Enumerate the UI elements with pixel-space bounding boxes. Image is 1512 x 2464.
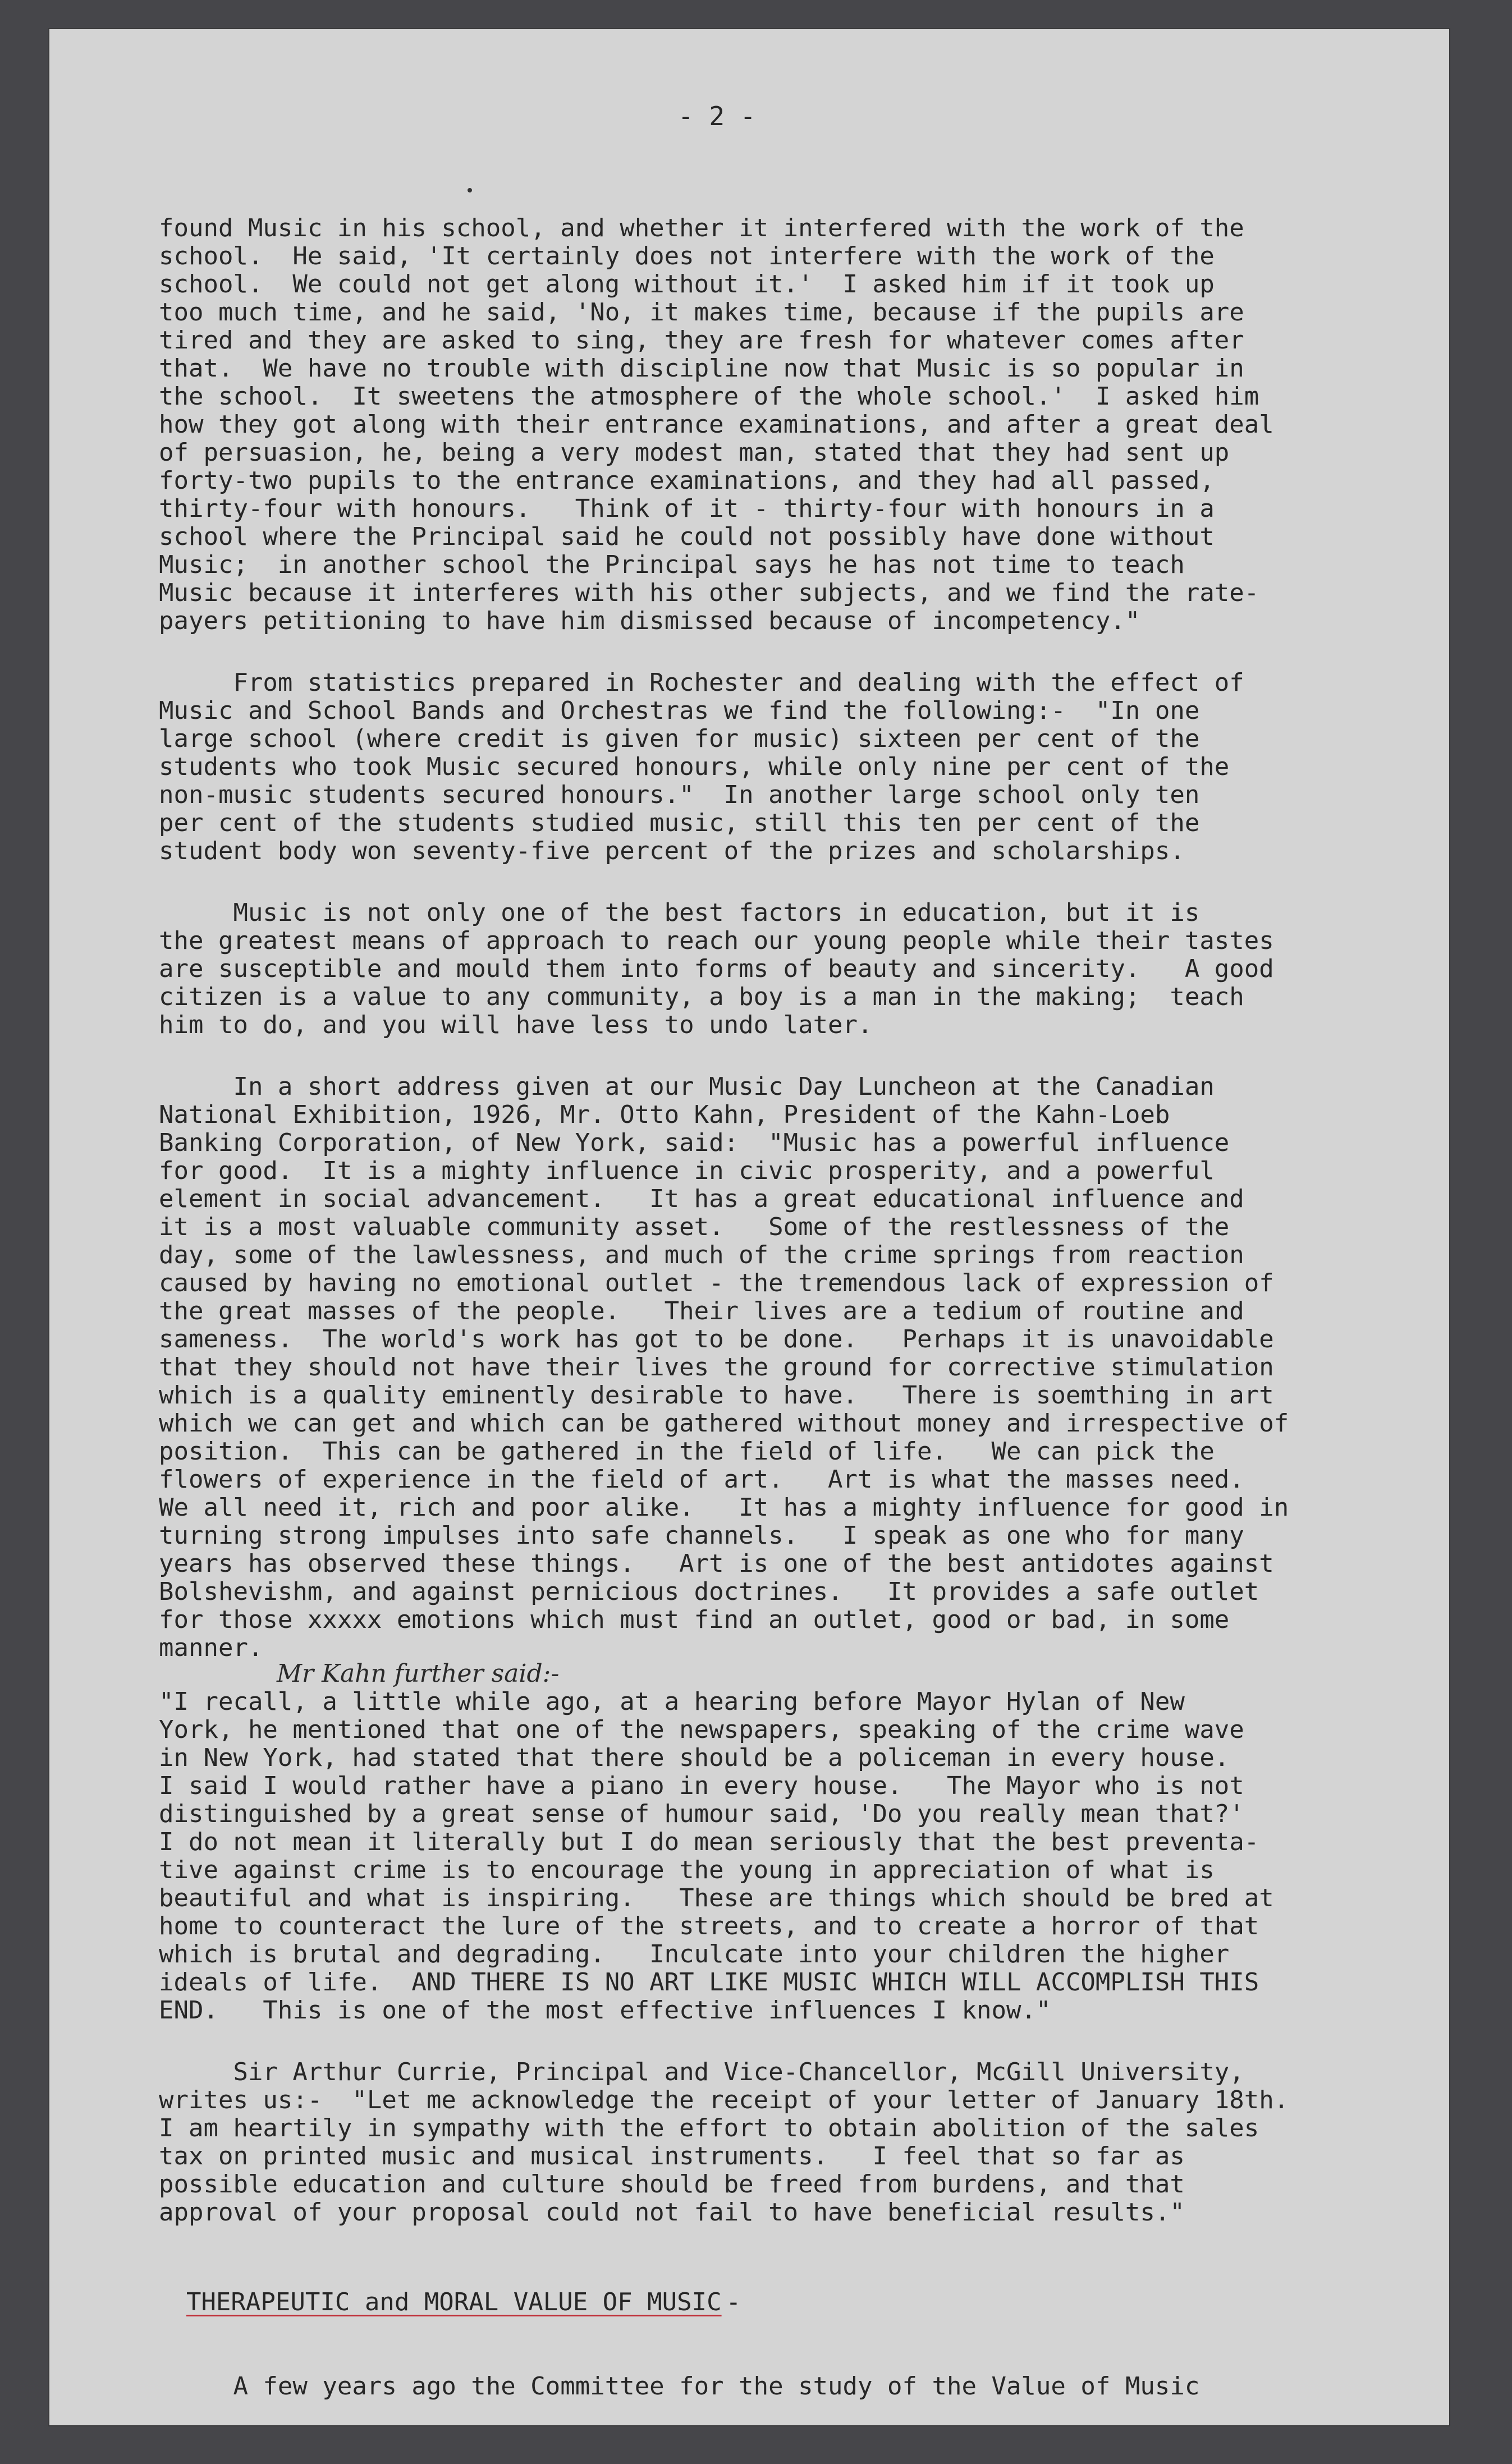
section-heading-dash: -	[726, 2288, 741, 2316]
text-line: forty-two pupils to the entrance examinations, and they had all passed,	[159, 466, 1215, 495]
text-line: Sir Arthur Currie, Principal and Vice-Chancellor, McGill University,	[159, 2058, 1244, 2086]
text-line: the greatest means of approach to reach our young people while their tastes	[159, 926, 1274, 955]
text-line: possible education and culture should be freed from burdens, and that	[159, 2170, 1185, 2199]
text-line: found Music in his school, and whether it interfered with the work of the	[159, 214, 1244, 242]
text-line: END. This is one of the most effective influences I know."	[159, 1996, 1051, 2025]
text-line: Music and School Bands and Orchestras we find the following:- "In one	[159, 696, 1200, 725]
text-line: York, he mentioned that one of the newspapers, speaking of the crime wave	[159, 1715, 1244, 1744]
text-line: In a short address given at our Music Day Luncheon at the Canadian	[159, 1072, 1215, 1101]
text-line: large school (where credit is given for music) sixteen per cent of the	[159, 724, 1200, 753]
text-line: citizen is a value to any community, a boy is a man in the making; teach	[159, 983, 1244, 1011]
text-line: that they should not have their lives the ground for corrective stimulation	[159, 1353, 1274, 1382]
text-line: position. This can be gathered in the field of life. We can pick the	[159, 1437, 1215, 1466]
text-line: distinguished by a great sense of humour said, 'Do you really mean that?'	[159, 1800, 1244, 1828]
text-line: it is a most valuable community asset. Some of the restlessness of the	[159, 1213, 1230, 1241]
text-line: which we can get and which can be gathered without money and irrespective of	[159, 1409, 1289, 1438]
text-line: Banking Corporation, of New York, said: "Music has a powerful influence	[159, 1128, 1230, 1157]
text-line: payers petitioning to have him dismissed because of incompetency."	[159, 607, 1140, 635]
paragraph-music-education	[159, 899, 1472, 1039]
text-line: day, some of the lawlessness, and much of the crime springs from reaction	[159, 1241, 1244, 1269]
text-line: home to counteract the lure of the streets, and to create a horror of that	[159, 1912, 1259, 1940]
text-line: tired and they are asked to sing, they are fresh for whatever comes after	[159, 326, 1244, 355]
text-line: for those xxxxx emotions which must find an outlet, good or bad, in some	[159, 1605, 1230, 1634]
paragraph-school-music	[159, 214, 1472, 635]
text-line: student body won seventy-five percent of the prizes and scholarships.	[159, 837, 1185, 865]
text-line: I do not mean it literally but I do mean seriously that the best preventa-	[159, 1828, 1259, 1856]
text-line: school. He said, 'It certainly does not interfere with the work of the	[159, 242, 1215, 270]
text-line: I am heartily in sympathy with the effort to obtain abolition of the sales	[159, 2114, 1259, 2142]
text-line: how they got along with their entrance examinations, and after a great deal	[159, 410, 1274, 439]
text-line: "I recall, a little while ago, at a hearing before Mayor Hylan of New	[159, 1687, 1185, 1716]
section-heading	[97, 2260, 1472, 2344]
text-line: in New York, had stated that there should be a policeman in every house.	[159, 1743, 1230, 1772]
handwritten-annotation: Mr Kahn further said:-	[277, 1659, 560, 1688]
text-line: of persuasion, he, being a very modest man, stated that they had sent up	[159, 438, 1230, 467]
text-line: thirty-four with honours. Think of it - thirty-four with honours in a	[159, 494, 1215, 523]
page-number: - 2 -	[678, 101, 756, 131]
paragraph-rochester-statistics	[159, 669, 1472, 865]
text-line: the great masses of the people. Their lives are a tedium of routine and	[159, 1297, 1244, 1325]
text-line: the school. It sweetens the atmosphere of the whole school.' I asked him	[159, 382, 1259, 411]
text-line: I said I would rather have a piano in every house. The Mayor who is not	[159, 1772, 1244, 1800]
text-line: writes us:- "Let me acknowledge the receipt of your letter of January 18th.	[159, 2086, 1289, 2114]
text-line: school where the Principal said he could not possibly have done without	[159, 522, 1215, 551]
text-line: flowers of experience in the field of art. Art is what the masses need.	[159, 1465, 1244, 1494]
text-line: Music is not only one of the best factors in education, but it is	[159, 898, 1200, 927]
text-line: that. We have no trouble with discipline now that Music is so popular in	[159, 354, 1244, 383]
text-line: From statistics prepared in Rochester and dealing with the effect of	[159, 668, 1244, 697]
section-heading-text: THERAPEUTIC and MORAL VALUE OF MUSIC	[186, 2288, 722, 2316]
page-body	[159, 214, 1472, 2401]
text-line: approval of your proposal could not fail to have beneficial results."	[159, 2198, 1185, 2227]
text-line: Music because it interferes with his other subjects, and we find the rate-	[159, 579, 1259, 607]
paragraph-kahn-quote	[159, 1688, 1472, 2025]
text-line: manner.	[159, 1634, 263, 1662]
text-line: too much time, and he said, 'No, it makes time, because if the pupils are	[159, 298, 1244, 327]
text-line: him to do, and you will have less to undo later.	[159, 1011, 873, 1039]
ink-dot	[468, 188, 472, 192]
paragraph-currie-letter	[159, 2058, 1472, 2227]
text-line: National Exhibition, 1926, Mr. Otto Kahn, President of the Kahn-Loeb	[159, 1100, 1170, 1129]
text-line: ideals of life. AND THERE IS NO ART LIKE MUSIC WHICH WILL ACCOMPLISH THIS	[159, 1968, 1259, 1997]
text-line: students who took Music secured honours, while only nine per cent of the	[159, 752, 1230, 781]
final-line: A few years ago the Committee for the study of the Value of Music	[159, 2372, 1200, 2401]
text-line: non-music students secured honours." In another large school only ten	[159, 781, 1200, 809]
text-line: for good. It is a mighty influence in civic prosperity, and a powerful	[159, 1157, 1215, 1185]
document-page	[49, 29, 1449, 2425]
text-line: which is a quality eminently desirable to have. There is soemthing in art	[159, 1381, 1274, 1410]
text-line: which is brutal and degrading. Inculcate into your children the higher	[159, 1940, 1230, 1969]
text-line: element in social advancement. It has a great educational influence and	[159, 1185, 1244, 1213]
text-line: per cent of the students studied music, still this ten per cent of the	[159, 809, 1200, 837]
text-line: tax on printed music and musical instruments. I feel that so far as	[159, 2142, 1185, 2171]
text-line: We all need it, rich and poor alike. It has a mighty influence for good in	[159, 1493, 1289, 1522]
text-line: are susceptible and mould them into forms of beauty and sincerity. A good	[159, 955, 1274, 983]
paragraph-kahn-address	[159, 1073, 1472, 1662]
text-line: sameness. The world's work has got to be done. Perhaps it is unavoidable	[159, 1325, 1274, 1353]
text-line: years has observed these things. Art is one of the best antidotes against	[159, 1549, 1274, 1578]
text-line: school. We could not get along without it.' I asked him if it took up	[159, 270, 1215, 299]
text-line: turning strong impulses into safe channels. I speak as one who for many	[159, 1521, 1244, 1550]
text-line: beautiful and what is inspiring. These are things which should be bred at	[159, 1884, 1274, 1912]
text-line: Music; in another school the Principal says he has not time to teach	[159, 550, 1185, 579]
text-line: tive against crime is to encourage the young in appreciation of what is	[159, 1856, 1215, 1884]
text-line: caused by having no emotional outlet - the tremendous lack of expression of	[159, 1269, 1274, 1297]
text-line: Bolshevishm, and against pernicious doctrines. It provides a safe outlet	[159, 1577, 1259, 1606]
